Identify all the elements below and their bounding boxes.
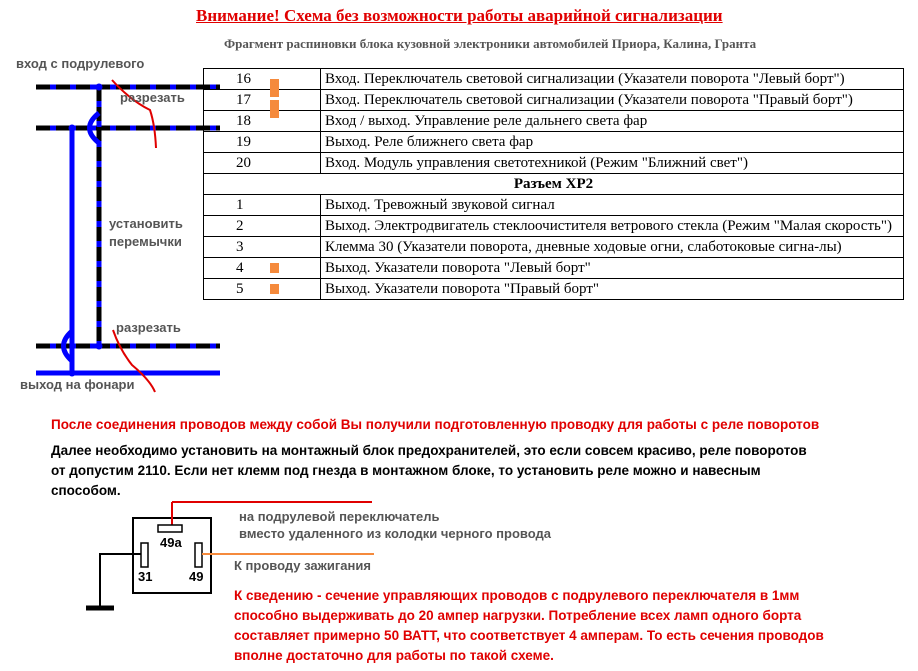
jumpers-label-1: установить	[109, 216, 183, 231]
input-label: вход с подрулевого	[16, 56, 145, 71]
jumpers-label-2: перемычки	[109, 234, 182, 249]
switch-label-2: вместо удаленного из колодки черного провода	[239, 526, 551, 541]
pin-description: Вход. Переключатель световой сигнализации (Указатели поворота "Левый борт")	[321, 69, 904, 90]
pin-number: 5	[236, 281, 244, 297]
pin-number: 2	[204, 216, 321, 237]
table-section-header	[204, 174, 904, 195]
junction-dot	[96, 84, 103, 91]
pin-description: Выход. Электродвигатель стеклоочистителя ветрового стекла (Режим "Малая скорость")	[321, 216, 904, 237]
pin-description: Выход. Реле ближнего света фар	[321, 132, 904, 153]
table-row	[204, 216, 904, 237]
pin-number: 19	[204, 132, 321, 153]
pin-marker	[270, 284, 279, 294]
note-line-1: К сведению - сечение управляющих проводов с подрулевого переключателя в 1мм	[234, 588, 800, 603]
junction-dot	[69, 125, 76, 132]
pin-marker	[270, 263, 279, 273]
output-label: выход на фонари	[20, 377, 135, 392]
table-row	[204, 90, 904, 111]
pin-description: Вход / выход. Управление реле дальнего света фар	[321, 111, 904, 132]
pin-number: 17	[236, 92, 251, 108]
table-row	[204, 258, 904, 279]
pin-number: 3	[204, 237, 321, 258]
table-row	[204, 111, 904, 132]
relay-pin-49a: 49а	[160, 535, 182, 550]
pin-number: 1	[204, 195, 321, 216]
pin-number: 16	[236, 71, 251, 87]
note-line-2: способно выдерживать до 20 ампер нагрузки. Потребление всех ламп одного борта	[234, 608, 802, 623]
after-connection-text: После соединения проводов между собой Вы получили подготовленную проводку для работы с реле поворотов	[51, 417, 820, 432]
pin-description: Выход. Указатели поворота "Левый борт"	[321, 258, 904, 279]
table-row	[204, 132, 904, 153]
page-title: Внимание! Схема без возможности работы аварийной сигнализации	[196, 6, 723, 25]
note-line-4: вполне достаточно для работы по такой схеме.	[234, 648, 554, 663]
pin-description: Вход. Модуль управления светотехникой (Режим "Ближний свет")	[321, 153, 904, 174]
cut-label-bottom: разрезать	[116, 320, 181, 335]
ignition-label: К проводу зажигания	[234, 558, 371, 573]
table-row	[204, 153, 904, 174]
pin-description: Клемма 30 (Указатели поворота, дневные ходовые огни, слаботоковые сигна-лы)	[321, 237, 904, 258]
table-row	[204, 195, 904, 216]
pin-table	[203, 68, 904, 300]
pin-number: 20	[204, 153, 321, 174]
pin-description: Вход. Переключатель световой сигнализации (Указатели поворота "Правый борт")	[321, 90, 904, 111]
instructions-line-1: Далее необходимо установить на монтажный блок предохранителей, это если совсем красиво, реле поворотов	[51, 443, 807, 458]
junction-dot	[69, 370, 76, 377]
note-line-3: составляет примерно 50 ВАТТ, что соответствует 4 амперам. То есть сечения проводов	[234, 628, 824, 643]
cut-label-top: разрезать	[120, 90, 185, 105]
switch-label-1: на подрулевой переключатель	[239, 509, 440, 524]
relay-pin-49: 49	[189, 569, 204, 584]
table-row	[204, 237, 904, 258]
pin-description: Выход. Тревожный звуковой сигнал	[321, 195, 904, 216]
page-subtitle: Фрагмент распиновки блока кузовной электроники автомобилей Приора, Калина, Гранта	[224, 36, 757, 51]
instructions-line-3: способом.	[51, 483, 121, 498]
pin-number: 4	[236, 260, 244, 276]
pin-number: 18	[204, 111, 321, 132]
table-row	[204, 279, 904, 300]
connector-header: Разъем ХР2	[204, 174, 904, 195]
junction-dot	[96, 343, 103, 350]
table-row	[204, 69, 904, 90]
pin-description: Выход. Указатели поворота "Правый борт"	[321, 279, 904, 300]
relay-pin-31: 31	[138, 569, 153, 584]
instructions-line-2: от допустим 2110. Если нет клемм под гнезда в монтажном блоке, то установить реле можно и навесным	[51, 463, 761, 478]
